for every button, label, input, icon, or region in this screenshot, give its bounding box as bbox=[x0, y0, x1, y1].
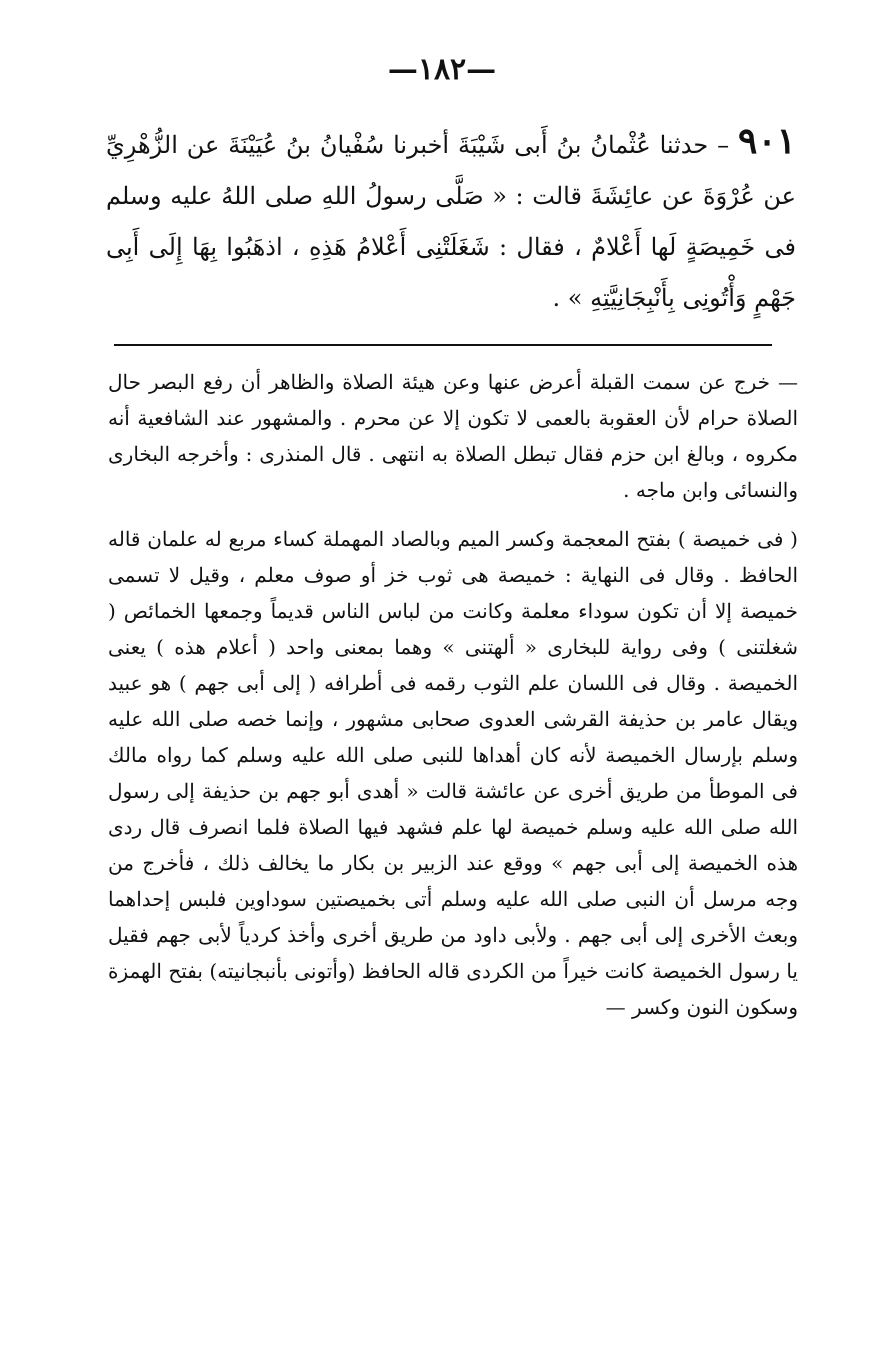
page-number: —١٨٢— bbox=[387, 52, 497, 87]
commentary-block bbox=[108, 364, 798, 1025]
commentary-paragraph: ( فى خميصة ) بفتح المعجمة وكسر الميم وبالصاد المهملة كساء مربع له علمان قاله الحافظ . وقال فى النهاية : خميصة هى ثوب خز أو صوف معلم ، وقيل لا تسمى خميصة إلا أن تكون سوداء معلمة وكانت من لباس الناس قديماً وجمعها الخمائص ( شغلتنى ) وفى رواية للبخارى « ألهتنى » وهما بمعنى واحد ( أعلام هذه ) يعنى الخميصة . وقال فى اللسان علم الثوب رقمه فى أطرافه ( إلى أبى جهم ) هو عبيد ويقال عامر بن حذيفة القرشى العدوى صحابى مشهور ، وإنما خصه صلى الله عليه وسلم بإرسال الخميصة لأنه كان أهداها للنبى صلى الله عليه وسلم كما رواه مالك فى الموطأ من طريق أخرى عن عائشة قالت « أهدى أبو جهم بن حذيفة إلى رسول الله صلى الله عليه وسلم خميصة لها علم فشهد فيها الصلاة فلما انصرف قال ردى هذه الخميصة إلى أبى جهم » ووقع عند الزبير بن بكار ما يخالف ذلك ، فأخرج من وجه مرسل أن النبى صلى الله عليه وسلم أتى بخميصتين سوداوين فلبس إحداهما وبعث الأخرى إلى أبى جهم . ولأبى داود من طريق أخرى وأخذ كردياً لأبى جهم فقيل يا رسول الخميصة كانت خيراً من الكردى قاله الحافظ (وأتونى بأنبجانيته) بفتح الهمزة وسكون النون وكسر — bbox=[108, 527, 798, 1019]
commentary-paragraph: — خرج عن سمت القبلة أعرض عنها وعن هيئة الصلاة والظاهر أن رفع البصر حال الصلاة حرام لأن العقوبة بالعمى لا تكون إلا عن محرم . والمشهور عند الشافعية أنه مكروه ، وبالغ ابن حزم فقال تبطل الصلاة به انتهى . قال المنذرى : وأخرجه البخارى والنسائى وابن ماجه . bbox=[108, 370, 798, 502]
hadith-text: – حدثنا عُثْمانُ بنُ أَبى شَيْبَةَ أخبرنا سُفْيانُ بنُ عُيَيْنَةَ عن الزُّهْرِيِّ عن عُرْوَةَ عن عائِشَةَ قالت : « صَلَّى رسولُ اللهِ صلى اللهُ عليه وسلم فى خَمِيصَةٍ لَها أَعْلامٌ ، فقال : شَغَلَتْنِى أَعْلامُ هَذِهِ ، اذهَبُوا بِهَا إِلَى أَبِى جَهْمٍ وَأْتُونِى بِأَنْبِجَانِيَّتِهِ » . bbox=[106, 131, 796, 312]
footnote-divider bbox=[114, 344, 772, 346]
hadith-number: ٩٠١ bbox=[737, 120, 796, 162]
hadith-block bbox=[106, 116, 796, 324]
